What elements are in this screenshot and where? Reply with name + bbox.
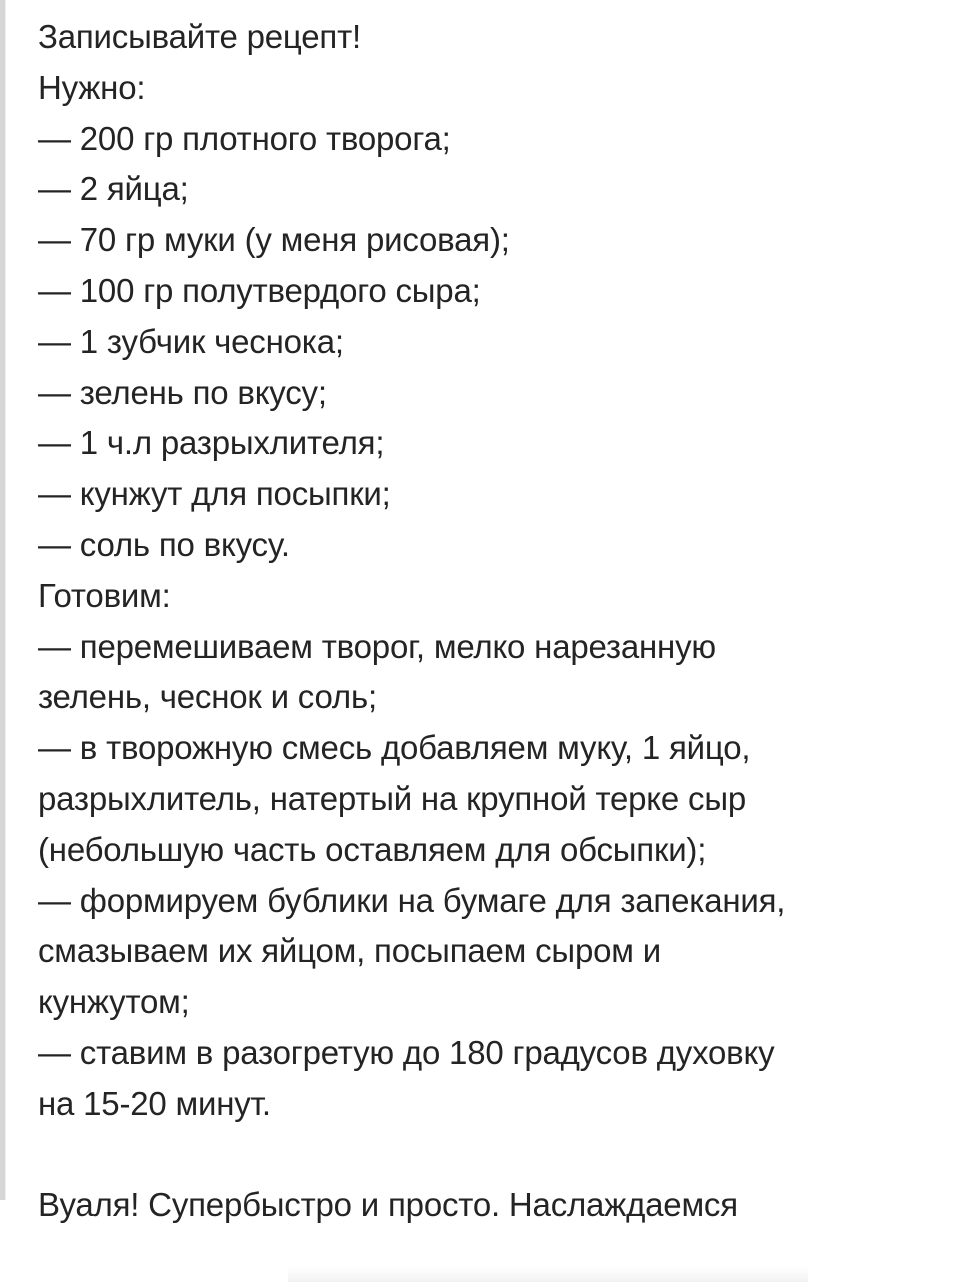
- ingredient-item: — 1 ч.л разрыхлителя;: [38, 424, 385, 462]
- paragraph-spacer: [38, 1130, 943, 1181]
- ingredient-item: — 70 гр муки (у меня рисовая);: [38, 221, 510, 259]
- clipped-text-fragment: [288, 1231, 808, 1282]
- steps-heading: Готовим:: [38, 576, 171, 614]
- ingredient-item: — зелень по вкусу;: [38, 373, 327, 411]
- step-line: зелень, чеснок и соль;: [38, 678, 377, 716]
- step-line: разрыхлитель, натертый на крупной терке сыр: [38, 779, 746, 817]
- step-line: смазываем их яйцом, посыпаем сыром и: [38, 932, 661, 970]
- clipped-next-line: [38, 1231, 943, 1279]
- ingredient-item: — 1 зубчик чеснока;: [38, 322, 344, 360]
- step-line: — перемешиваем творог, мелко нарезанную: [38, 627, 716, 665]
- left-border-highlight: [5, 0, 6, 1200]
- step-line: кунжутом;: [38, 983, 190, 1021]
- ingredient-item: — соль по вкусу.: [38, 525, 290, 563]
- recipe-intro: Записывайте рецепт!: [38, 18, 361, 55]
- ingredient-item: — 100 гр полутвердого сыра;: [38, 271, 481, 309]
- step-line: — формируем бублики на бумаге для запекания,: [38, 881, 786, 919]
- recipe-outro: Вуаля! Супербыстро и просто. Наслаждаемся: [38, 1186, 738, 1224]
- step-line: на 15-20 минут.: [38, 1084, 271, 1122]
- step-line: — ставим в разогретую до 180 градусов духовку: [38, 1033, 775, 1071]
- step-line: — в творожную смесь добавляем муку, 1 яйцо,: [38, 729, 751, 767]
- ingredient-item: — кунжут для посыпки;: [38, 475, 391, 513]
- recipe-text: [38, 12, 943, 1279]
- ingredient-item: — 200 гр плотного творога;: [38, 119, 451, 157]
- step-line: (небольшую часть оставляем для обсыпки);: [38, 830, 707, 868]
- ingredient-item: — 2 яйца;: [38, 170, 189, 208]
- ingredients-heading: Нужно:: [38, 68, 146, 106]
